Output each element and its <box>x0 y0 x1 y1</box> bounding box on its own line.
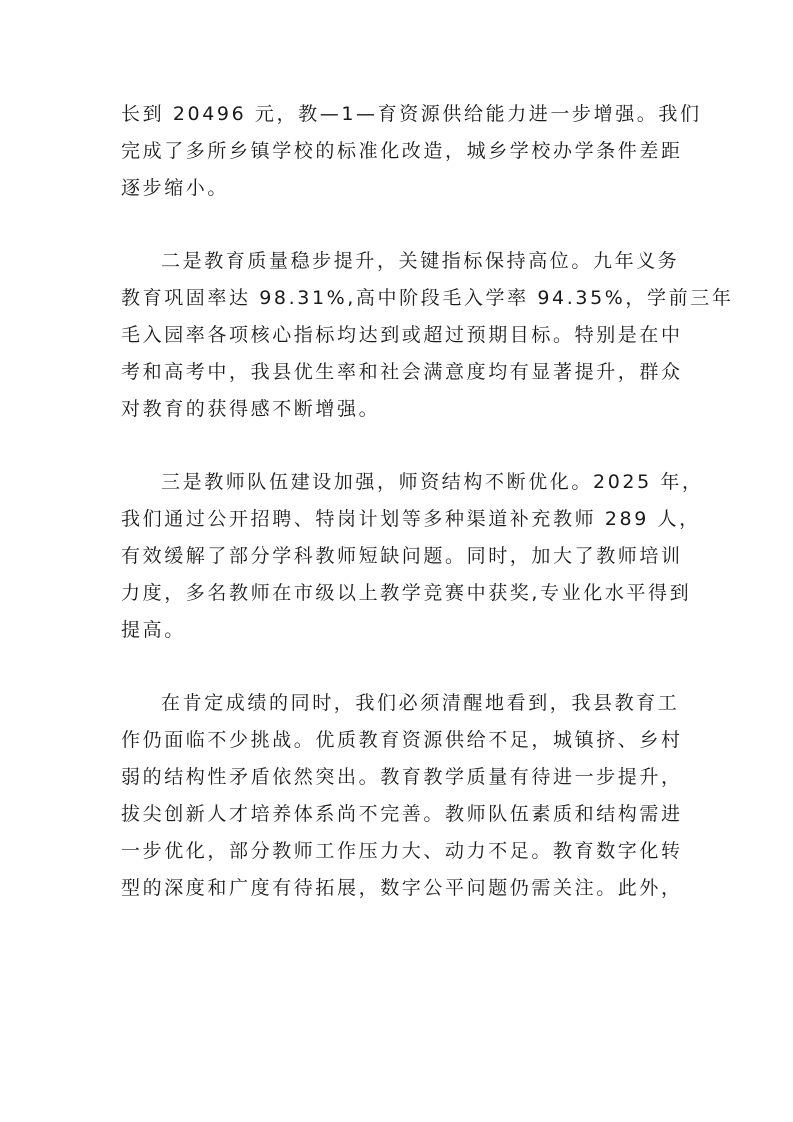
text-line: 在肯定成绩的同时，我们必须清醒地看到，我县教育工 <box>161 692 680 714</box>
text-line: 逐步缩小。 <box>121 177 230 199</box>
text-line: 我们通过公开招聘、特岗计划等多种渠道补充教师 289 人， <box>121 508 701 530</box>
text-line: 三是教师队伍建设加强，师资结构不断优化。2025 年， <box>161 471 704 493</box>
paragraph-gap <box>121 649 669 685</box>
paragraph-gap <box>121 428 669 464</box>
text-line: 完成了多所乡镇学校的标准化改造，城乡学校办学条件差距 <box>121 140 683 162</box>
paragraph-growth-continuation <box>121 96 702 207</box>
text-line: 力度，多名教师在市级以上教学竞赛中获奖,专业化水平得到 <box>121 582 692 604</box>
text-line: 长到 20496 元，教—1—育资源供给能力进一步增强。我们 <box>121 103 702 125</box>
text-line: 作仍面临不少挑战。优质教育资源供给不足，城镇挤、乡村 <box>121 729 683 751</box>
paragraph-gap <box>121 207 669 243</box>
text-line: 二是教育质量稳步提升，关键指标保持高位。九年义务 <box>161 250 680 272</box>
text-line: 考和高考中，我县优生率和社会满意度均有显著提升，群众 <box>121 361 683 383</box>
text-line: 教育巩固率达 98.31%,高中阶段毛入学率 94.35%，学前三年 <box>121 287 734 309</box>
text-line: 有效缓解了部分学科教师短缺问题。同时，加大了教师培训 <box>121 545 683 567</box>
text-line: 提高。 <box>121 619 186 641</box>
text-line: 对教育的获得感不断增强。 <box>121 398 381 420</box>
paragraph-quality-improvement <box>121 243 734 428</box>
document-body <box>121 96 734 907</box>
text-line: 型的深度和广度有待拓展，数字公平问题仍需关注。此外， <box>121 877 683 899</box>
text-line: 一步优化，部分教师工作压力大、动力不足。教育数字化转 <box>121 840 683 862</box>
text-line: 毛入园率各项核心指标均达到或超过预期目标。特别是在中 <box>121 324 683 346</box>
text-line: 拔尖创新人才培养体系尚不完善。教师队伍素质和结构需进 <box>121 803 683 825</box>
paragraph-challenges <box>121 685 683 907</box>
paragraph-teacher-team <box>121 464 704 649</box>
text-line: 弱的结构性矛盾依然突出。教育教学质量有待进一步提升， <box>121 766 683 788</box>
